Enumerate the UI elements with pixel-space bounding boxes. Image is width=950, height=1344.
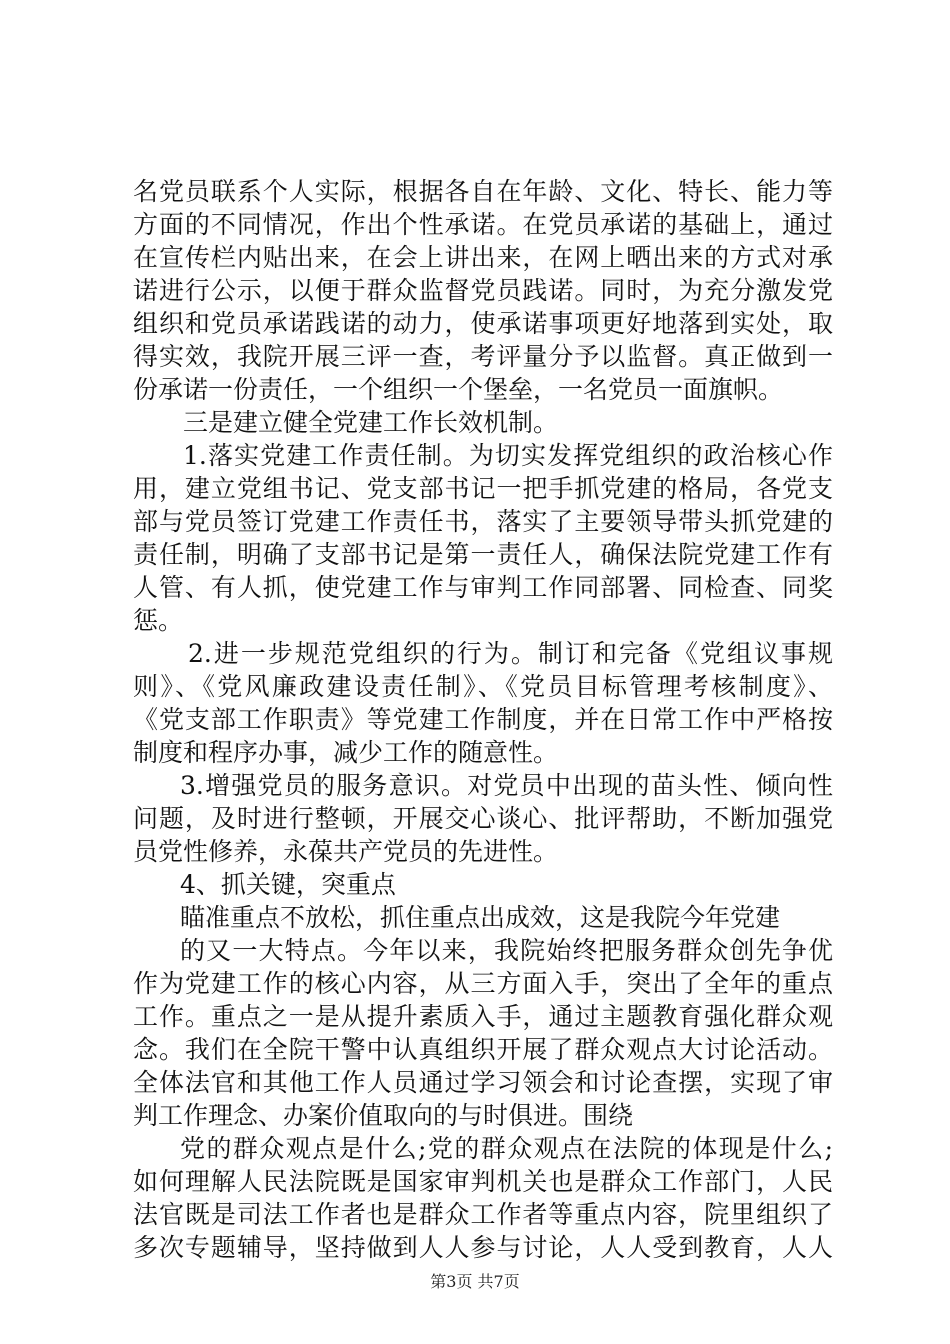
text-line: 方面的不同情况，作出个性承诺。在党员承诺的基础上，通过 bbox=[133, 210, 833, 239]
text-line: 制度和程序办事，减少工作的随意性。 bbox=[133, 738, 559, 767]
text-line: 人管、有人抓，使党建工作与审判工作同部署、同检查、同奖 bbox=[133, 573, 833, 602]
text-line: 《党支部工作职责》等党建工作制度，并在日常工作中严格按 bbox=[133, 705, 833, 734]
text-line: 得实效，我院开展三评一查，考评量分予以监督。真正做到一 bbox=[133, 342, 833, 371]
text-line: 责任制，明确了支部书记是第一责任人，确保法院党建工作有 bbox=[133, 540, 833, 569]
text-line: 惩。 bbox=[133, 606, 184, 635]
text-line: 党的群众观点是什么;党的群众观点在法院的体现是什么; bbox=[180, 1134, 833, 1163]
page-footer: 第3页 共7页 bbox=[430, 1272, 520, 1291]
text-line: 用，建立党组书记、党支部书记一把手抓党建的格局，各党支 bbox=[133, 474, 833, 503]
section-heading: 三是建立健全党建工作长效机制。 bbox=[183, 408, 559, 437]
text-line: 的又一大特点。今年以来，我院始终把服务群众创先争优 bbox=[180, 936, 833, 965]
text-line: 念。我们在全院干警中认真组织开展了群众观点大讨论活动。 bbox=[133, 1035, 833, 1064]
text-line: 法官既是司法工作者也是群众工作者等重点内容，院里组织了 bbox=[133, 1200, 833, 1229]
text-line: 员党性修养，永葆共产党员的先进性。 bbox=[133, 837, 559, 866]
text-line: 工作。重点之一是从提升素质入手，通过主题教育强化群众观 bbox=[133, 1002, 833, 1031]
text-line: 全体法官和其他工作人员通过学习领会和讨论查摆，实现了审 bbox=[133, 1068, 833, 1097]
text-line: 问题，及时进行整顿，开展交心谈心、批评帮助，不断加强党 bbox=[133, 804, 833, 833]
text-line: 则》、《党风廉政建设责任制》、《党员目标管理考核制度》、 bbox=[133, 672, 833, 701]
text-line: 诺进行公示，以便于群众监督党员践诺。同时，为充分激发党 bbox=[133, 276, 833, 305]
text-line: 1.落实党建工作责任制。为切实发挥党组织的政治核心作 bbox=[183, 441, 833, 470]
text-line: 部与党员签订党建工作责任书，落实了主要领导带头抓党建的 bbox=[133, 507, 833, 536]
text-line: 多次专题辅导，坚持做到人人参与讨论，人人受到教育，人人 bbox=[133, 1233, 833, 1262]
section-heading: 4、抓关键，突重点 bbox=[180, 870, 396, 899]
text-line: 瞄准重点不放松，抓住重点出成效，这是我院今年党建 bbox=[180, 903, 781, 932]
text-line: 份承诺一份责任，一个组织一个堡垒，一名党员一面旗帜。 bbox=[133, 375, 784, 404]
text-line: 组织和党员承诺践诺的动力，使承诺事项更好地落到实处，取 bbox=[133, 309, 833, 338]
text-line: 在宣传栏内贴出来，在会上讲出来，在网上晒出来的方式对承 bbox=[133, 243, 833, 272]
text-line: 判工作理念、办案价值取向的与时俱进。围绕 bbox=[133, 1101, 634, 1130]
text-line: 作为党建工作的核心内容，从三方面入手，突出了全年的重点 bbox=[133, 969, 833, 998]
text-line: 如何理解人民法院既是国家审判机关也是群众工作部门，人民 bbox=[133, 1167, 833, 1196]
text-line: 3.增强党员的服务意识。对党员中出现的苗头性、倾向性 bbox=[180, 771, 833, 800]
text-line: 名党员联系个人实际，根据各自在年龄、文化、特长、能力等 bbox=[133, 177, 833, 206]
text-line: 2.进一步规范党组织的行为。制订和完备《党组议事规 bbox=[188, 639, 833, 668]
